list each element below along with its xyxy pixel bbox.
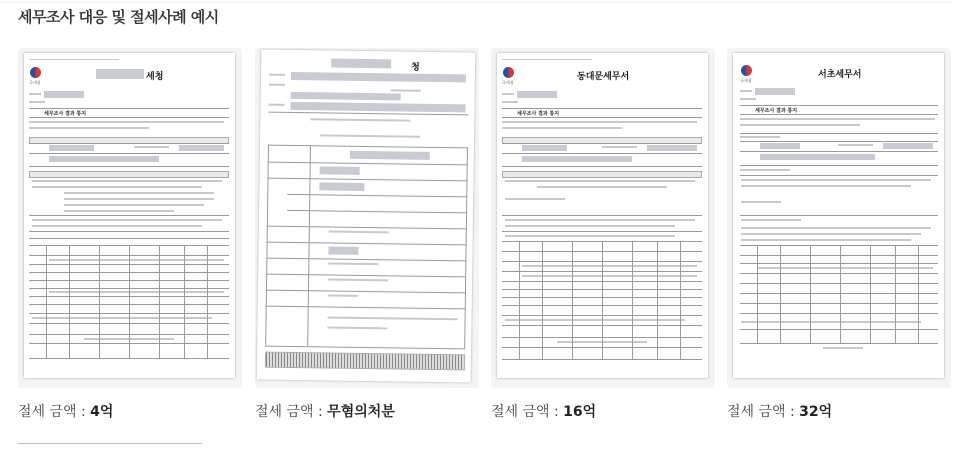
case-card-4[interactable] xyxy=(727,48,951,388)
document-heading: 세무조사 결과 통지 xyxy=(44,111,87,117)
caption-value: 32억 xyxy=(799,404,833,420)
caption-value: 16억 xyxy=(563,404,597,420)
case-card-2[interactable] xyxy=(255,48,479,388)
office-name: 동대문세무서 xyxy=(577,72,630,82)
office-name: 세청 xyxy=(146,72,164,82)
case-card-3[interactable] xyxy=(491,48,715,388)
office-name: 청 xyxy=(411,62,420,73)
top-divider xyxy=(0,2,952,3)
document-heading: 세무조사 결과 통지 xyxy=(755,108,798,114)
document-image-2[interactable] xyxy=(257,50,476,383)
office-name: 서초세무서 xyxy=(818,70,862,80)
section-divider xyxy=(18,443,202,444)
document-heading: 세무조사 결과 통지 xyxy=(517,111,560,117)
document-image-4[interactable]: 국세청 서초세무서 세무조사 결과 통지 xyxy=(733,53,944,378)
page-title: 세무조사 대응 및 절세사례 예시 xyxy=(18,8,219,26)
savings-caption-4 xyxy=(727,401,832,421)
caption-value: 무혐의처분 xyxy=(327,404,395,420)
nts-logo-icon xyxy=(741,65,752,76)
savings-caption-1 xyxy=(18,401,113,421)
case-card-1[interactable] xyxy=(18,48,242,388)
document-image-1[interactable]: 국세청 세청 세무조사 결과 통지 xyxy=(24,53,235,378)
document-image-3[interactable]: 국세청 동대문세무서 세무조사 결과 통지 xyxy=(497,53,708,378)
savings-caption-3 xyxy=(491,401,596,421)
caption-label: 절세 금액 : xyxy=(255,404,328,420)
caption-label: 절세 금액 : xyxy=(491,404,564,420)
nts-logo-icon xyxy=(30,67,41,78)
savings-caption-2 xyxy=(255,401,395,421)
caption-label: 절세 금액 : xyxy=(18,404,91,420)
nts-logo-icon xyxy=(503,67,514,78)
caption-label: 절세 금액 : xyxy=(727,404,800,420)
caption-value: 4억 xyxy=(90,404,114,420)
